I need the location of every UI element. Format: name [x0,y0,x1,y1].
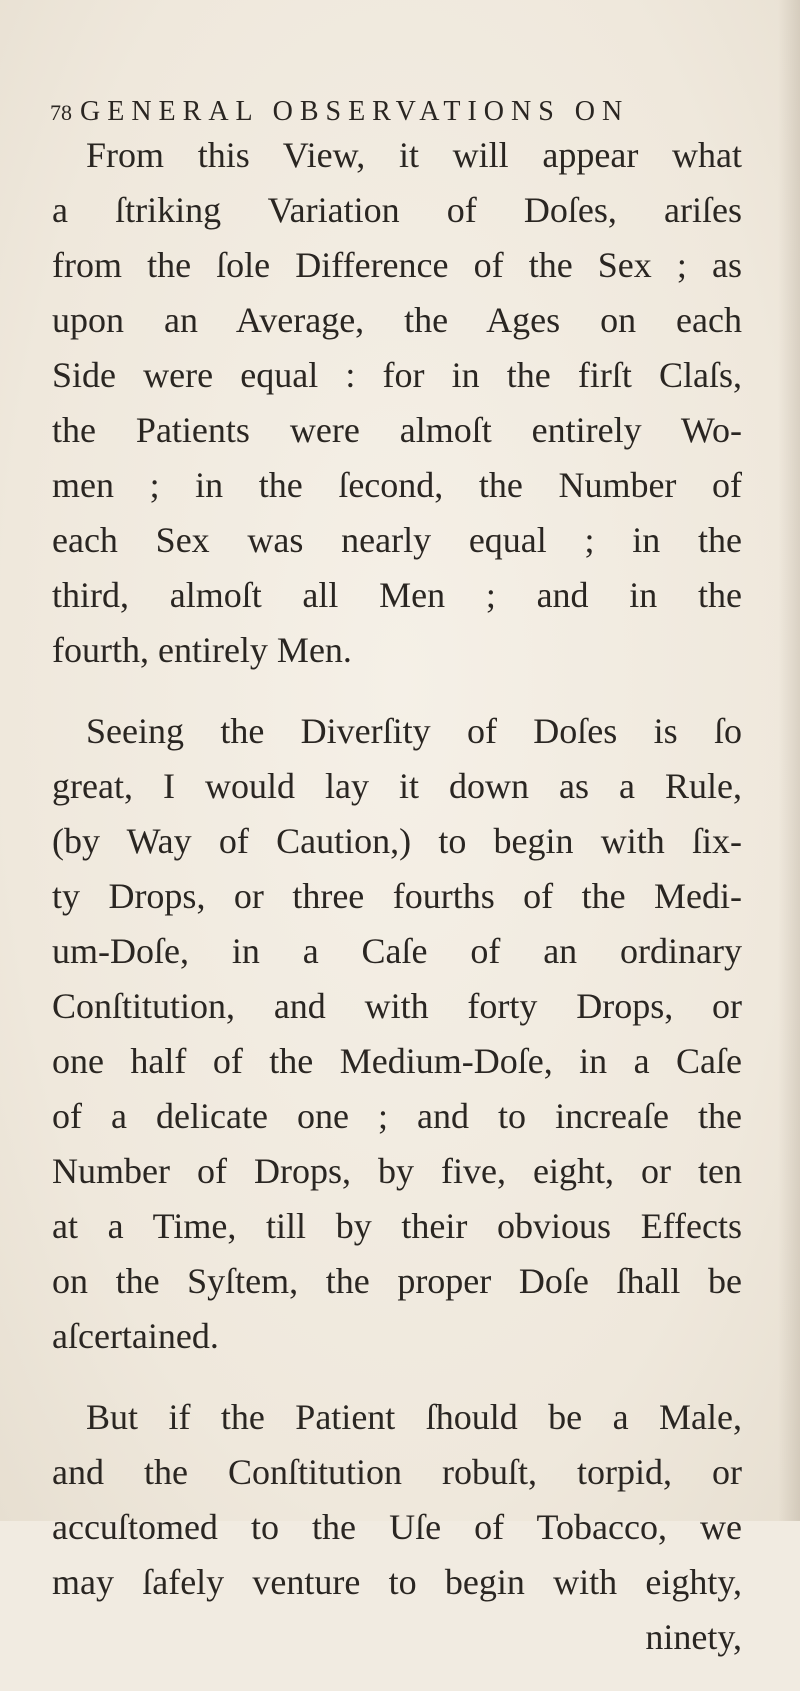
text-line: at a Time, till by their obvious Effects [52,1206,742,1246]
body-text [52,128,742,1691]
text-line: (by Way of Caution,) to begin with ſix- [52,821,742,861]
text-line: of a delicate one ; and to increaſe the [52,1096,742,1136]
text-line: great, I would lay it down as a Rule, [52,766,742,806]
text-line: Number of Drops, by five, eight, or ten [52,1151,742,1191]
text-line: Conſtitution, and with forty Drops, or [52,986,742,1026]
text-line: ty Drops, or three fourths of the Medi- [52,876,742,916]
paragraph-2 [52,704,742,1364]
running-head [50,96,710,132]
text-line: may ſafely venture to begin with eighty, [52,1562,742,1602]
paragraph-3 [52,1390,742,1665]
text-line: the Patients were almoſt entirely Wo- [52,410,742,450]
text-line: upon an Average, the Ages on each [52,300,742,340]
text-line: a ſtriking Variation of Doſes, ariſes [52,190,742,230]
text-line: third, almoſt all Men ; and in the [52,575,742,615]
text-line: men ; in the ſecond, the Number of [52,465,742,505]
text-line: But if the Patient ſhould be a Male, [86,1397,742,1437]
page-edge-shadow [778,0,800,1521]
text-line: one half of the Medium-Doſe, in a Caſe [52,1041,742,1081]
running-head-title: GENERAL OBSERVATIONS ON [80,96,630,127]
text-line: aſcertained. [52,1316,219,1356]
text-line: Side were equal : for in the firſt Claſs, [52,355,742,395]
text-line: accuſtomed to the Uſe of Tobacco, we [52,1507,742,1547]
paragraph-1 [52,128,742,678]
text-line: From this View, it will appear what [86,135,742,175]
text-line: each Sex was nearly equal ; in the [52,520,742,560]
text-line: um-Doſe, in a Caſe of an ordinary [52,931,742,971]
text-line: fourth, entirely Men. [52,630,352,670]
catchword: ninety, [645,1617,742,1657]
text-line: and the Conſtitution robuſt, torpid, or [52,1452,742,1492]
text-line: on the Syſtem, the proper Doſe ſhall be [52,1261,742,1301]
page-number: 78 [50,100,72,125]
text-line: from the ſole Difference of the Sex ; as [52,245,742,285]
text-line: Seeing the Diverſity of Doſes is ſo [86,711,742,751]
